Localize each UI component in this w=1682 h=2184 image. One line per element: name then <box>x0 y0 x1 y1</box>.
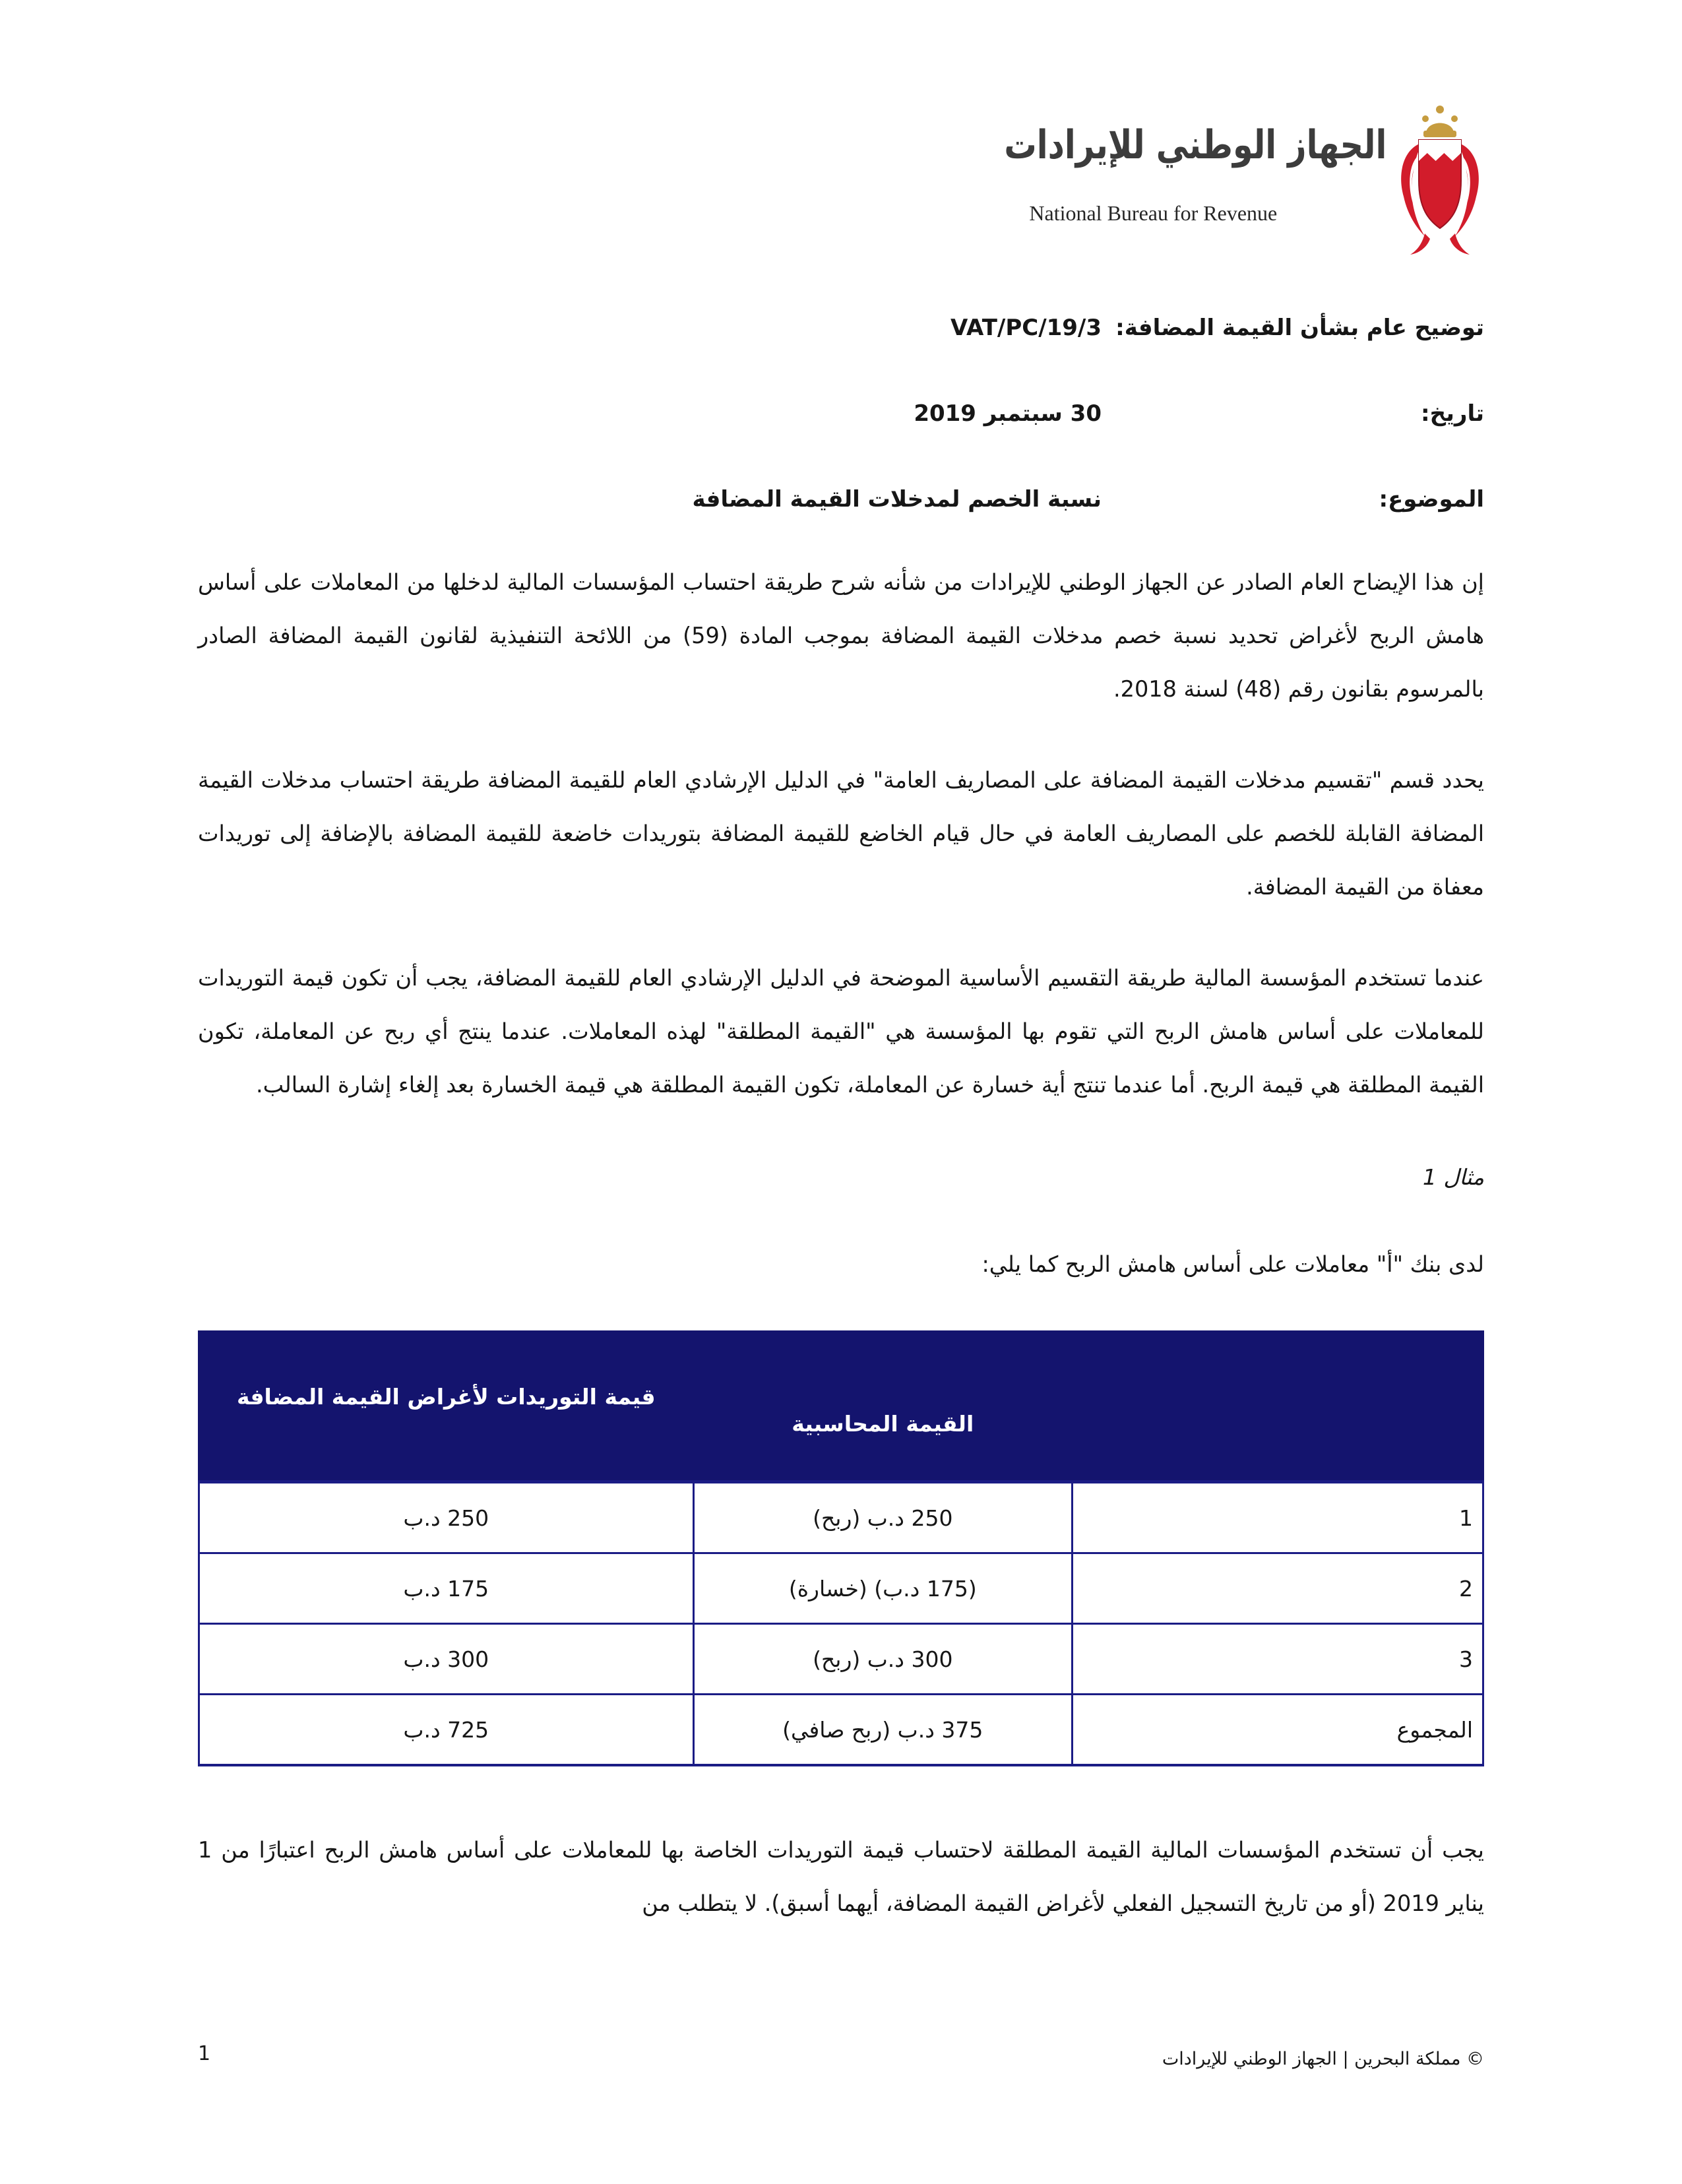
meta-section <box>198 313 1484 515</box>
row-accounting-value: 300 د.ب (ربح) <box>693 1624 1072 1695</box>
table-header-vat-supplies-value: قيمة التوريدات لأغراض القيمة المضافة <box>199 1332 694 1482</box>
table-row <box>199 1553 1483 1624</box>
nbr-logo-english-name: National Bureau for Revenue <box>1029 201 1278 225</box>
paragraph-guide-section: يحدد قسم "تقسيم مدخلات القيمة المضافة على المصاريف العامة" في الدليل الإرشادي العام للقيمة المضافة طريقة احتساب مدخلات القيمة المضافة القابلة للخصم على المصاريف العامة في حال قيام الخاضع للقيمة المضافة بتوريدات خاضعة للقيمة المضافة بالإضافة إلى توريدات معفاة من القيمة المضافة. <box>198 767 1484 900</box>
body-paragraphs <box>198 555 1484 1111</box>
meta-label-reference: توضيح عام بشأن القيمة المضافة: <box>1115 315 1484 341</box>
meta-value-reference: VAT/PC/19/3 <box>950 315 1102 341</box>
paragraph-closing: يجب أن تستخدم المؤسسات المالية القيمة المطلقة لاحتساب قيمة التوريدات الخاصة بها للمعاملات على أساس هامش الربح اعتبارًا من 1 يناير 2019 (أو من تاريخ التسجيل الفعلي لأغراض القيمة المضافة، أيهما أسبق). لا يتطلب من <box>198 1837 1484 1916</box>
row-index: 3 <box>1072 1624 1483 1695</box>
nbr-logo-arabic-calligraphy: الجهاز الوطني للإيرادات <box>1003 122 1386 168</box>
footer-copyright: © مملكة البحرين | الجهاز الوطني للإيرادات <box>1162 2049 1484 2069</box>
meta-label-subject: الموضوع: <box>1379 486 1484 513</box>
example-1-heading: مثال 1 <box>1422 1164 1484 1190</box>
row-index: 2 <box>1072 1553 1483 1624</box>
paragraph-absolute-value: عندما تستخدم المؤسسة المالية طريقة التقسيم الأساسية الموضحة في الدليل الإرشادي العام للقيمة المضافة، يجب أن تكون قيمة التوريدات للمعاملات على أساس هامش الربح التي تقوم بها المؤسسة هي "القيمة المطلقة" لهذه المعاملات. عندما ينتج أي ربح عن المعاملة، تكون القيمة المطلقة هي قيمة الربح. أما عندما تنتج أية خسارة عن المعاملة، تكون القيمة المطلقة هي قيمة الخسارة بعد إلغاء إشارة السالب. <box>198 965 1484 1098</box>
row-vat-supplies-value: 175 د.ب <box>199 1553 694 1624</box>
meta-row-reference <box>198 313 1484 343</box>
row-accounting-value: (175 د.ب) (خسارة) <box>693 1553 1072 1624</box>
row-accounting-value: 250 د.ب (ربح) <box>693 1482 1072 1553</box>
bahrain-emblem-icon <box>1390 98 1489 274</box>
example-1-intro: لدى بنك "أ" معاملات على أساس هامش الربح كما يلي: <box>981 1251 1484 1277</box>
total-row-label: المجموع <box>1072 1695 1483 1766</box>
meta-value-date: 30 سبتمبر 2019 <box>914 400 1102 427</box>
row-index: 1 <box>1072 1482 1483 1553</box>
page-number: 1 <box>198 2042 211 2065</box>
meta-row-subject <box>198 484 1484 515</box>
meta-row-date <box>198 398 1484 429</box>
total-row-vat-supplies-value: 725 د.ب <box>199 1695 694 1766</box>
paragraph-intro: إن هذا الإيضاح العام الصادر عن الجهاز الوطني للإيرادات من شأنه شرح طريقة احتساب المؤسسات المالية لدخلها من المعاملات على أساس هامش الربح لأغراض تحديد نسبة خصم مدخلات القيمة المضافة بموجب المادة (59) من اللائحة التنفيذية لقانون القيمة المضافة الصادر بالمرسوم بقانون رقم (48) لسنة 2018. <box>198 569 1484 702</box>
table-header-row <box>199 1332 1483 1482</box>
meta-label-date: تاريخ: <box>1421 400 1484 427</box>
document-header <box>198 98 1484 296</box>
row-vat-supplies-value: 250 د.ب <box>199 1482 694 1553</box>
table-header-index <box>1072 1332 1483 1482</box>
table-row <box>199 1482 1483 1553</box>
document-footer <box>198 2042 1484 2069</box>
table-total-row <box>199 1695 1483 1766</box>
table-row <box>199 1624 1483 1695</box>
row-vat-supplies-value: 300 د.ب <box>199 1624 694 1695</box>
nbr-logo-text <box>920 123 1386 226</box>
profit-margin-transactions-table <box>198 1330 1484 1766</box>
table-header-accounting-value: القيمة المحاسبية <box>693 1332 1072 1482</box>
closing-section <box>198 1823 1484 1930</box>
total-row-accounting-value: 375 د.ب (ربح صافي) <box>693 1695 1072 1766</box>
meta-value-subject: نسبة الخصم لمدخلات القيمة المضافة <box>692 486 1102 513</box>
